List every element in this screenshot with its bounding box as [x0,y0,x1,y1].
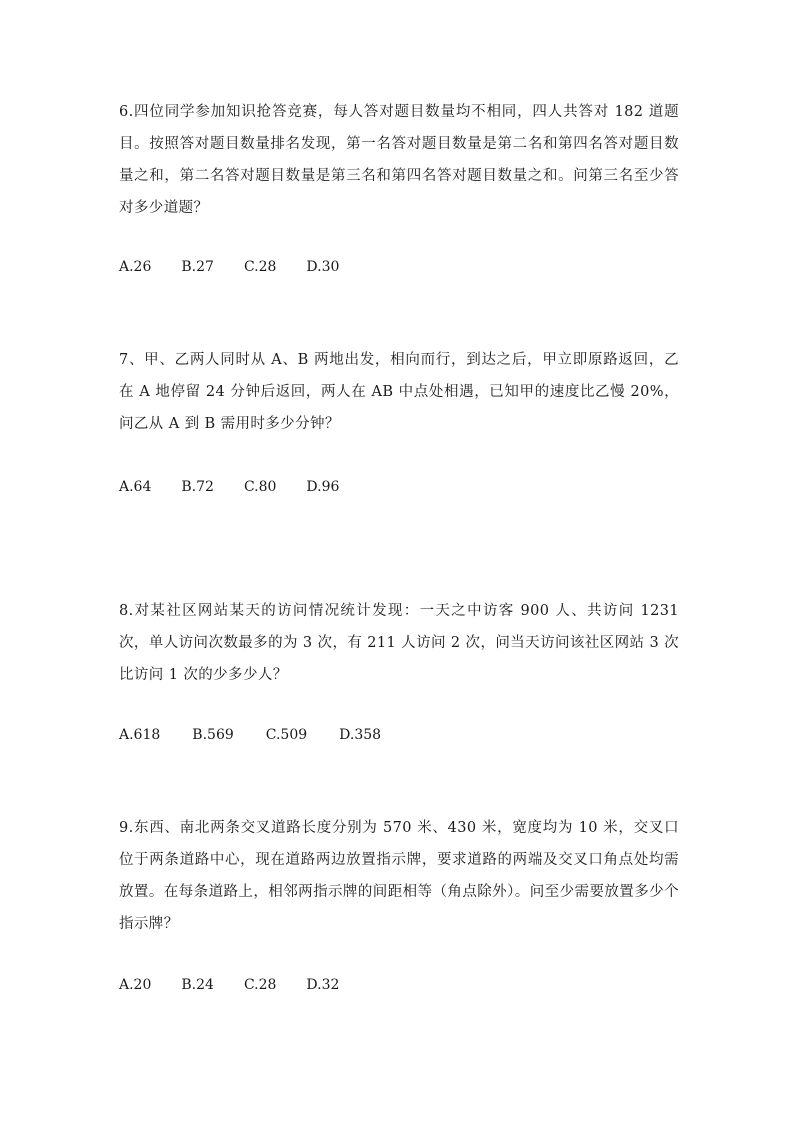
option-c: C.509 [265,727,308,743]
option-b: B.24 [181,977,214,993]
option-b: B.72 [181,479,214,495]
option-a: A.618 [119,727,161,743]
question-6-text: 6.四位同学参加知识抢答竞赛，每人答对题目数量均不相同，四人共答对 182 道题目。按照答对题目数量排名发现，第一名答对题目数量是第二名和第四名答对题目数量之和，第二名答对题目数量是第三名和第四名答对题目数量之和。问第三名至少答对多少道题？ [119,104,679,216]
question-9-text: 9.东西、南北两条交叉道路长度分别为 570 米、430 米，宽度均为 10 米，交叉口位于两条道路中心，现在道路两边放置指示牌，要求道路的两端及交叉口角点处均需放置。在每条道路上，相邻两指示牌的间距相等（角点除外）。问至少需要放置多少个指示牌？ [119,820,679,932]
option-d: D.96 [306,479,340,495]
question-8-options [119,727,679,743]
question-6 [119,96,679,224]
option-c: C.28 [243,977,277,993]
question-8 [119,595,679,691]
option-a: A.20 [119,977,152,993]
question-9-options [119,977,679,993]
option-c: C.28 [243,259,277,275]
option-c: C.80 [243,479,277,495]
option-d: D.30 [306,259,340,275]
question-7-options [119,479,679,495]
question-7 [119,344,679,440]
option-a: A.26 [119,259,152,275]
option-d: D.358 [339,727,382,743]
question-8-text: 8.对某社区网站某天的访问情况统计发现：一天之中访客 900 人、共访问 1231 次，单人访问次数最多的为 3 次，有 211 人访问 2 次，问当天访问该社区网站 3 次比访问 1 次的少多少人？ [119,603,679,683]
option-a: A.64 [119,479,152,495]
option-b: B.27 [181,259,214,275]
question-7-text: 7、甲、乙两人同时从 A、B 两地出发，相向而行，到达之后，甲立即原路返回，乙在 A 地停留 24 分钟后返回，两人在 AB 中点处相遇，已知甲的速度比乙慢 20%，问乙从 A 到 B 需用时多少分钟？ [119,352,679,432]
option-b: B.569 [192,727,234,743]
question-6-options [119,259,679,275]
question-9 [119,812,679,940]
option-d: D.32 [306,977,340,993]
